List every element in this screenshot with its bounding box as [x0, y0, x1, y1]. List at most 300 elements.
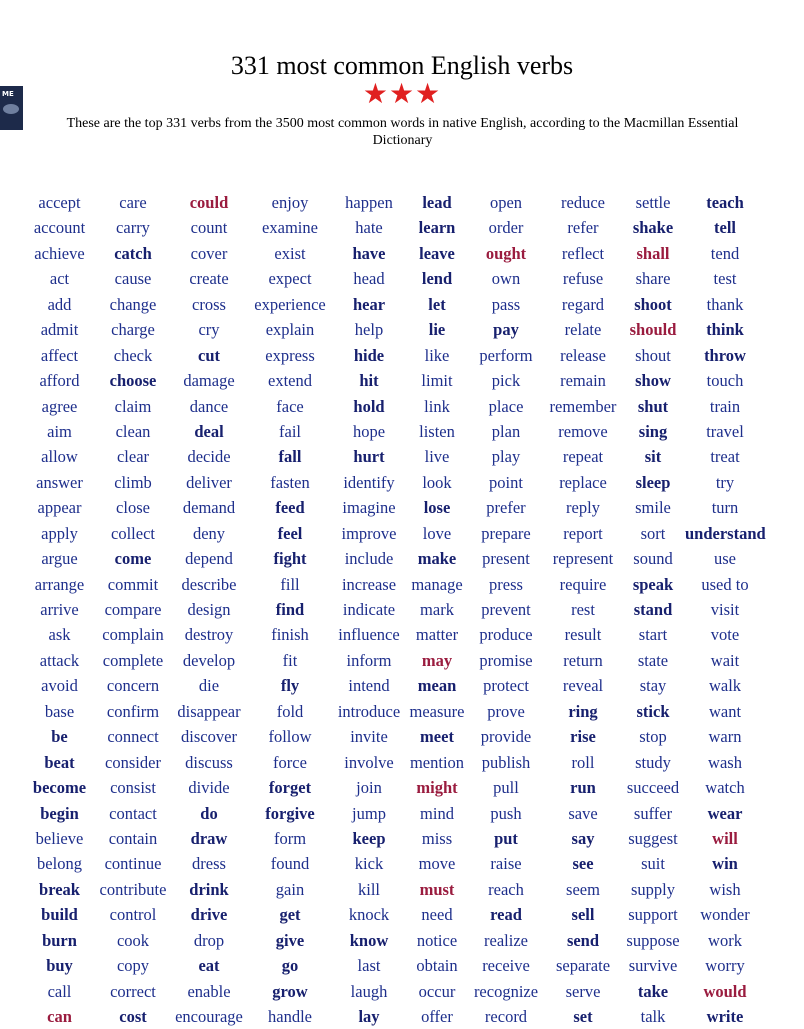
- verb-word: know: [349, 930, 389, 950]
- verb-word: stop: [639, 727, 667, 747]
- verb-word: forget: [268, 778, 312, 798]
- verb-word: might: [416, 778, 458, 798]
- verb-word: train: [709, 396, 741, 416]
- verb-word: fold: [276, 701, 304, 721]
- verb-word: order: [488, 218, 524, 238]
- verb-word: have: [352, 243, 386, 263]
- verb-word: increase: [341, 574, 397, 594]
- verb-word: hear: [352, 294, 386, 314]
- verb-word: afford: [39, 371, 80, 391]
- verb-word: damage: [183, 371, 235, 391]
- verb-word: vote: [710, 625, 740, 645]
- verb-word: kill: [357, 879, 380, 899]
- verb-word: represent: [552, 549, 614, 569]
- verb-word: commit: [107, 574, 159, 594]
- verb-word: lend: [421, 269, 453, 289]
- verb-column: [407, 190, 467, 1024]
- verb-word: provide: [480, 727, 532, 747]
- verb-word: need: [421, 905, 453, 925]
- verb-column: [331, 190, 407, 1024]
- verb-word: save: [568, 803, 598, 823]
- verb-word: jump: [352, 803, 386, 823]
- verb-word: pull: [493, 778, 519, 798]
- verb-word: laugh: [350, 981, 388, 1001]
- verb-word: pay: [493, 320, 519, 340]
- rating-stars: ★★★: [362, 79, 442, 110]
- verb-word: should: [629, 320, 677, 340]
- verb-word: link: [424, 396, 450, 416]
- verb-word: say: [571, 828, 595, 848]
- verb-word: reflect: [561, 243, 605, 263]
- verb-word: attack: [39, 650, 80, 670]
- verb-word: stand: [633, 600, 673, 619]
- verb-word: dance: [189, 396, 229, 416]
- verb-word: burn: [42, 930, 77, 950]
- verb-word: share: [635, 269, 671, 289]
- verb-word: hurt: [353, 447, 385, 467]
- verb-word: go: [281, 956, 299, 976]
- verb-word: relate: [564, 320, 602, 340]
- verb-word: handle: [268, 1007, 312, 1026]
- verb-word: find: [275, 600, 305, 619]
- verb-word: record: [484, 1007, 528, 1026]
- verb-word: mention: [409, 752, 465, 772]
- verb-word: read: [490, 905, 522, 925]
- verb-word: lay: [358, 1007, 380, 1026]
- verb-word: refer: [567, 218, 599, 238]
- verb-word: reach: [488, 879, 524, 899]
- verb-word: visit: [710, 600, 740, 619]
- verb-word: sing: [638, 421, 668, 441]
- verb-word: recognize: [473, 981, 539, 1001]
- verb-word: copy: [116, 956, 150, 976]
- verb-word: may: [421, 650, 453, 670]
- verb-word: wait: [710, 650, 740, 670]
- verb-word: correct: [110, 981, 156, 1001]
- verb-word: worry: [705, 956, 745, 976]
- verb-word: work: [708, 930, 742, 950]
- verb-word: fit: [282, 650, 298, 670]
- verb-word: consider: [105, 752, 161, 772]
- verb-word: offer: [421, 1007, 453, 1026]
- verb-word: avoid: [41, 676, 78, 696]
- verb-word: manage: [411, 574, 463, 594]
- verb-word: shake: [632, 218, 674, 238]
- verb-word: use: [714, 549, 736, 569]
- verb-word: open: [489, 193, 523, 212]
- verb-word: join: [356, 778, 382, 798]
- verb-word: listen: [419, 421, 455, 441]
- verb-word: admit: [40, 320, 79, 340]
- verb-word: drink: [189, 879, 229, 899]
- verb-word: arrange: [34, 574, 85, 594]
- verb-word: promise: [479, 650, 533, 670]
- verb-word: fail: [279, 421, 301, 441]
- verb-word: create: [189, 269, 229, 289]
- verb-word: live: [424, 447, 450, 467]
- verb-word: cross: [192, 294, 226, 314]
- verb-word: charge: [111, 320, 155, 340]
- verb-word: buy: [46, 956, 73, 976]
- verb-word: continue: [104, 854, 162, 874]
- verb-word: stay: [639, 676, 667, 696]
- verb-word: test: [713, 269, 737, 289]
- verb-word: act: [49, 269, 70, 289]
- verb-word: influence: [338, 625, 400, 645]
- verb-word: speak: [632, 574, 674, 594]
- verb-word: form: [273, 828, 307, 848]
- verb-word: involve: [344, 752, 394, 772]
- verb-word: add: [47, 294, 72, 314]
- verb-word: let: [428, 294, 446, 314]
- verb-word: call: [47, 981, 72, 1001]
- verb-word: describe: [181, 574, 237, 594]
- verb-word: set: [573, 1007, 593, 1026]
- verb-word: deal: [194, 421, 224, 441]
- verb-word: reduce: [561, 193, 605, 212]
- verb-word: knock: [348, 905, 390, 925]
- verb-word: cry: [198, 320, 220, 340]
- verb-word: come: [114, 549, 152, 569]
- verb-word: keep: [352, 828, 386, 848]
- verb-word: succeed: [626, 778, 680, 798]
- verb-word: cost: [119, 1007, 147, 1026]
- verb-word: cause: [114, 269, 152, 289]
- verb-word: happen: [345, 193, 393, 212]
- verb-word: supply: [630, 879, 675, 899]
- verb-word: pass: [491, 294, 521, 314]
- verb-word: love: [422, 523, 452, 543]
- verb-word: point: [489, 472, 523, 492]
- verb-word: hold: [353, 396, 385, 416]
- verb-word: remain: [560, 371, 606, 391]
- verb-word: show: [635, 371, 671, 391]
- verb-word: receive: [482, 956, 530, 976]
- verb-word: break: [39, 879, 80, 899]
- verb-word: hit: [359, 371, 379, 391]
- verb-word: gain: [275, 879, 305, 899]
- verb-word: press: [489, 574, 523, 594]
- verb-word: collect: [111, 523, 155, 543]
- verb-word: sleep: [635, 472, 671, 492]
- verb-word: shout: [635, 345, 671, 365]
- verb-word: confirm: [106, 701, 160, 721]
- verb-column: [249, 190, 331, 1024]
- verb-word: will: [712, 828, 738, 848]
- verb-word: shut: [637, 396, 669, 416]
- verb-word: arrive: [40, 600, 79, 619]
- verb-word: like: [424, 345, 450, 365]
- verb-word: warn: [708, 727, 742, 747]
- verb-word: climb: [114, 472, 152, 492]
- verb-word: hide: [353, 345, 385, 365]
- verb-word: base: [44, 701, 75, 721]
- verb-word: wash: [708, 752, 742, 772]
- verb-word: fasten: [270, 472, 310, 492]
- verb-word: indicate: [342, 600, 396, 619]
- verb-word: would: [703, 981, 747, 1001]
- verb-word: clean: [115, 421, 151, 441]
- verb-word: achieve: [34, 243, 85, 263]
- verb-word: build: [41, 905, 78, 925]
- verb-word: walk: [708, 676, 742, 696]
- verb-word: finish: [271, 625, 309, 645]
- verb-word: dress: [192, 854, 226, 874]
- verb-word: force: [273, 752, 307, 772]
- verb-word: throw: [704, 345, 746, 365]
- verb-word: replace: [559, 472, 607, 492]
- verb-word: fight: [273, 549, 307, 569]
- verb-word: repeat: [562, 447, 604, 467]
- verb-word: fill: [280, 574, 300, 594]
- verb-word: seem: [566, 879, 600, 899]
- verb-word: mind: [420, 803, 454, 823]
- verb-word: fall: [278, 447, 302, 467]
- verb-word: separate: [555, 956, 611, 976]
- verb-word: answer: [36, 472, 83, 492]
- verb-word: enjoy: [271, 193, 309, 212]
- verb-word: stick: [636, 701, 670, 721]
- verb-word: carry: [116, 218, 150, 238]
- verb-word: clear: [116, 447, 150, 467]
- verb-word: write: [706, 1007, 744, 1026]
- verb-word: turn: [711, 498, 739, 518]
- verb-word: draw: [190, 828, 228, 848]
- verb-word: regard: [561, 294, 605, 314]
- verb-word: intend: [348, 676, 390, 696]
- verb-word: suggest: [628, 828, 678, 848]
- verb-word: examine: [262, 218, 318, 238]
- verb-word: sort: [640, 523, 666, 543]
- verb-word: exist: [274, 243, 306, 263]
- verb-word: found: [270, 854, 310, 874]
- verb-word: move: [418, 854, 456, 874]
- verb-word: rise: [570, 727, 596, 747]
- verb-word: play: [491, 447, 521, 467]
- verb-word: aim: [47, 421, 72, 441]
- verb-word: contribute: [99, 879, 167, 899]
- verb-word: support: [628, 905, 678, 925]
- verb-column: [22, 190, 97, 1024]
- verb-word: face: [276, 396, 304, 416]
- verb-word: help: [354, 320, 384, 340]
- verb-word: produce: [479, 625, 533, 645]
- verb-word: mean: [417, 676, 457, 696]
- verb-word: think: [706, 320, 744, 340]
- verb-word: prefer: [486, 498, 526, 518]
- verb-word: enable: [187, 981, 231, 1001]
- verb-word: place: [488, 396, 524, 416]
- verb-word: realize: [484, 930, 528, 950]
- verb-word: complete: [102, 650, 164, 670]
- verb-word: hate: [355, 218, 383, 238]
- verb-word: kick: [354, 854, 384, 874]
- verb-word: deliver: [186, 472, 232, 492]
- verb-word: suffer: [633, 803, 673, 823]
- verb-word: count: [190, 218, 228, 238]
- verb-word: imagine: [342, 498, 396, 518]
- verb-word: contain: [108, 828, 158, 848]
- verb-word: study: [635, 752, 671, 772]
- verb-word: destroy: [184, 625, 234, 645]
- verb-word: travel: [706, 421, 744, 441]
- verb-word: check: [113, 345, 153, 365]
- verb-word: argue: [41, 549, 78, 569]
- verb-column: [169, 190, 249, 1024]
- verb-word: be: [51, 727, 68, 747]
- verb-word: can: [47, 1007, 72, 1026]
- page-title: 331 most common English verbs: [230, 51, 574, 80]
- verb-word: sell: [571, 905, 595, 925]
- verb-word: control: [109, 905, 157, 925]
- verb-word: fly: [280, 676, 300, 696]
- verb-word: last: [357, 956, 381, 976]
- verb-column: [621, 190, 685, 1024]
- verb-word: could: [189, 193, 229, 212]
- verb-word: remember: [549, 396, 617, 416]
- verb-word: express: [265, 345, 315, 365]
- verb-word: account: [33, 218, 86, 238]
- verb-word: survive: [628, 956, 678, 976]
- verb-word: want: [708, 701, 742, 721]
- verb-word: must: [419, 879, 455, 899]
- verb-word: explain: [265, 320, 315, 340]
- verb-word: prevent: [481, 600, 531, 619]
- verb-word: used to: [701, 574, 749, 594]
- verb-word: take: [637, 981, 669, 1001]
- verb-word: claim: [114, 396, 152, 416]
- verb-word: miss: [421, 828, 453, 848]
- verb-word: try: [715, 472, 735, 492]
- verb-word: shall: [636, 243, 670, 263]
- verb-word: measure: [409, 701, 465, 721]
- verb-word: refuse: [562, 269, 604, 289]
- verb-word: sound: [633, 549, 673, 569]
- verb-word: plan: [491, 421, 521, 441]
- verb-word: encourage: [175, 1007, 243, 1026]
- verb-word: suppose: [626, 930, 680, 950]
- verb-word: talk: [640, 1007, 666, 1026]
- verb-word: identify: [343, 472, 395, 492]
- verb-word: drop: [193, 930, 225, 950]
- verb-word: report: [563, 523, 603, 543]
- verb-word: present: [482, 549, 530, 569]
- verb-word: run: [570, 778, 596, 798]
- verb-word: require: [559, 574, 607, 594]
- verb-word: wish: [709, 879, 741, 899]
- verb-word: publish: [481, 752, 531, 772]
- verb-word: lie: [428, 320, 446, 340]
- verb-word: release: [560, 345, 606, 365]
- verb-word: put: [494, 828, 518, 848]
- verb-word: decide: [187, 447, 231, 467]
- verb-word: connect: [107, 727, 159, 747]
- verb-word: look: [422, 472, 452, 492]
- verb-word: forgive: [265, 803, 315, 823]
- verb-word: leave: [419, 243, 455, 263]
- verb-word: push: [490, 803, 522, 823]
- verb-word: feel: [277, 523, 303, 543]
- verb-word: notice: [416, 930, 458, 950]
- verb-word: concern: [106, 676, 160, 696]
- verb-word: demand: [182, 498, 236, 518]
- verb-word: choose: [109, 371, 157, 391]
- verb-word: die: [198, 676, 220, 696]
- verb-word: roll: [571, 752, 595, 772]
- verb-word: cut: [198, 345, 220, 365]
- verb-word: send: [566, 930, 600, 950]
- verb-word: become: [32, 778, 87, 798]
- verb-word: treat: [710, 447, 740, 467]
- verb-word: introduce: [337, 701, 401, 721]
- verb-word: learn: [418, 218, 456, 238]
- verb-word: touch: [706, 371, 744, 391]
- verb-word: close: [116, 498, 150, 518]
- verb-word: begin: [40, 803, 79, 823]
- verb-word: complain: [102, 625, 164, 645]
- verb-word: watch: [705, 778, 745, 798]
- verb-word: appear: [37, 498, 82, 518]
- verb-word: invite: [350, 727, 388, 747]
- verb-word: eat: [198, 956, 220, 976]
- verb-word: extend: [268, 371, 312, 391]
- verb-word: include: [344, 549, 394, 569]
- verb-word: head: [353, 269, 385, 289]
- verb-word: accept: [38, 193, 81, 212]
- verb-word: do: [200, 803, 218, 823]
- verb-word: cover: [190, 243, 228, 263]
- verb-word: catch: [114, 243, 152, 263]
- verb-word: disappear: [177, 701, 241, 721]
- verb-word: understand: [685, 523, 766, 543]
- verb-word: discuss: [185, 752, 233, 772]
- verb-word: start: [638, 625, 668, 645]
- verb-word: believe: [35, 828, 84, 848]
- verb-word: own: [491, 269, 521, 289]
- verb-word: tend: [710, 243, 740, 263]
- verb-column: [97, 190, 169, 1024]
- verb-word: occur: [418, 981, 456, 1001]
- verb-word: experience: [254, 294, 326, 314]
- verb-word: pick: [491, 371, 521, 391]
- verb-word: follow: [268, 727, 312, 747]
- verb-word: rest: [571, 600, 595, 619]
- verb-word: ring: [568, 701, 598, 721]
- verb-word: feed: [275, 498, 305, 518]
- verb-word: prepare: [481, 523, 531, 543]
- verb-word: protect: [483, 676, 529, 696]
- verb-word: return: [563, 650, 603, 670]
- verb-column: [545, 190, 621, 1024]
- verb-word: change: [109, 294, 157, 314]
- verb-word: deny: [192, 523, 226, 543]
- intro-paragraph: These are the top 331 verbs from the 3500 most common words in native English, according to the Macmillan Essential Dictionary: [66, 116, 739, 148]
- verb-word: discover: [181, 727, 237, 747]
- verb-word: raise: [490, 854, 522, 874]
- verb-grid: [22, 190, 798, 1024]
- verb-word: tell: [714, 218, 736, 238]
- verb-word: belong: [37, 854, 82, 874]
- verb-word: lead: [422, 193, 452, 212]
- verb-word: divide: [188, 778, 230, 798]
- verb-word: consist: [110, 778, 156, 798]
- verb-word: give: [275, 930, 305, 950]
- verb-word: matter: [415, 625, 459, 645]
- verb-word: compare: [104, 600, 162, 619]
- verb-word: cook: [116, 930, 150, 950]
- verb-word: thank: [706, 294, 744, 314]
- verb-word: result: [564, 625, 602, 645]
